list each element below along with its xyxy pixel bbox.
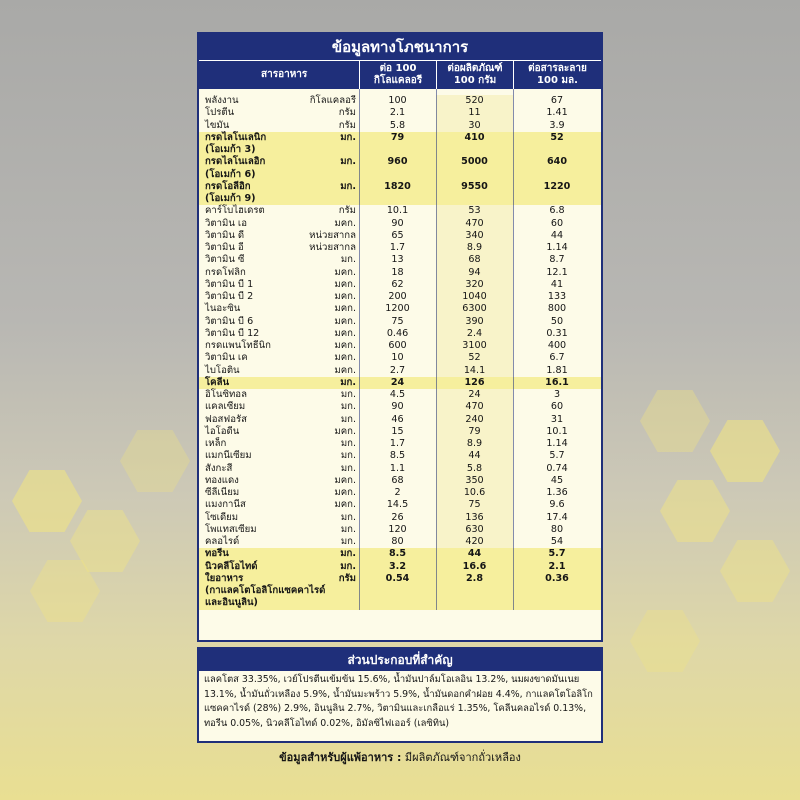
value-per-100g: 126 <box>464 376 485 388</box>
nutrient-unit: มคก. <box>334 327 356 339</box>
nutrient-cell <box>199 242 359 254</box>
value-per-100kcal: 1.1 <box>359 463 436 475</box>
table-row <box>199 254 601 266</box>
nutrient-cell <box>199 377 359 389</box>
table-row <box>199 120 601 132</box>
value-per-100ml: 10.1 <box>513 426 601 438</box>
nutrient-name: ทองแดง <box>205 474 239 486</box>
nutrient-cell <box>199 561 359 573</box>
value-per-100g: 94 <box>436 267 513 279</box>
nutrient-unit: กรัม <box>338 572 356 584</box>
nutrient-cell <box>199 205 359 217</box>
value-per-100g: 68 <box>436 254 513 266</box>
value-per-100ml: 50 <box>513 316 601 328</box>
nutrient-cell <box>199 450 359 462</box>
nutrient-cell <box>199 181 359 206</box>
hexagon-decoration <box>660 480 730 542</box>
table-row <box>199 536 601 548</box>
header-per-100ml: ต่อสารละลาย 100 มล. <box>513 61 601 89</box>
nutrient-name: วิตามิน เค <box>205 352 248 364</box>
nutrient-name: แคลเซียม <box>205 401 246 413</box>
nutrient-name: กรดไลโนเลอิก (โอเมก้า 6) <box>205 156 266 180</box>
nutrition-title: ข้อมูลทางโภชนาการ <box>199 34 601 60</box>
nutrient-cell <box>199 573 359 610</box>
nutrient-name: โซเดียม <box>205 511 239 523</box>
nutrient-unit: มก. <box>340 438 356 449</box>
nutrient-unit: มก. <box>340 180 356 192</box>
nutrient-cell <box>199 365 359 377</box>
value-per-100g: 390 <box>436 316 513 328</box>
nutrient-name: วิตามิน อี <box>205 242 244 253</box>
value-per-100ml: 60 <box>513 218 601 230</box>
nutrient-cell <box>199 463 359 475</box>
value-per-100kcal: 75 <box>359 316 436 328</box>
value-per-100g: 630 <box>436 524 513 536</box>
nutrient-name: นิวคลีโอไทด์ <box>205 560 258 572</box>
nutrient-name: วิตามิน ซี <box>205 254 245 266</box>
nutrient-name: แมกนีเซียม <box>205 450 252 462</box>
table-row <box>199 279 601 291</box>
nutrient-unit: มคก. <box>334 425 356 437</box>
value-per-100g: 14.1 <box>436 365 513 377</box>
value-per-100kcal: 24 <box>390 376 405 388</box>
nutrient-unit: มคก. <box>334 217 356 229</box>
table-body <box>199 89 601 610</box>
nutrient-cell <box>199 340 359 352</box>
value-per-100ml: 44 <box>513 230 601 242</box>
table-row <box>199 401 601 413</box>
value-per-100kcal: 120 <box>359 524 436 536</box>
nutrient-name: ไนอะซิน <box>205 303 241 315</box>
value-per-100ml: 31 <box>513 414 601 426</box>
nutrient-cell <box>199 389 359 401</box>
hexagon-decoration <box>710 420 780 482</box>
value-per-100kcal: 100 <box>359 95 436 107</box>
nutrient-cell <box>199 120 359 132</box>
nutrient-unit: มก. <box>340 523 356 535</box>
nutrient-name: วิตามิน ดี <box>205 229 245 241</box>
nutrient-unit: หน่วยสากล <box>309 229 356 241</box>
value-per-100kcal: 3.2 <box>389 560 406 572</box>
value-per-100kcal: 4.5 <box>359 389 436 401</box>
value-per-100kcal: 8.5 <box>359 450 436 462</box>
table-row <box>199 291 601 303</box>
nutrient-name: ไอโอดีน <box>205 425 240 437</box>
value-per-100g: 11 <box>436 107 513 119</box>
value-per-100kcal: 79 <box>390 131 405 143</box>
value-per-100g: 75 <box>436 499 513 511</box>
value-per-100g: 8.9 <box>436 242 513 254</box>
nutrient-cell <box>199 328 359 340</box>
table-row <box>199 450 601 462</box>
table-row <box>199 561 601 573</box>
header-per-100g: ต่อผลิตภัณฑ์ 100 กรัม <box>436 61 513 89</box>
nutrient-name: วิตามิน เอ <box>205 217 247 229</box>
nutrient-cell <box>199 107 359 119</box>
value-per-100g: 44 <box>467 548 482 560</box>
nutrient-cell <box>199 548 359 560</box>
table-row <box>199 328 601 340</box>
nutrient-name: วิตามิน บี 1 <box>205 278 254 290</box>
value-per-100g: 420 <box>436 536 513 548</box>
value-per-100kcal: 2.7 <box>359 365 436 377</box>
value-per-100g: 410 <box>464 131 485 143</box>
table-row <box>199 573 601 610</box>
value-per-100ml: 16.1 <box>545 376 569 388</box>
value-per-100ml: 1.14 <box>513 242 601 254</box>
nutrient-unit: กิโลแคลอรี <box>309 95 356 106</box>
table-row <box>199 132 601 157</box>
table-row <box>199 414 601 426</box>
nutrient-name: กรดไลโนเลนิก (โอเมก้า 3) <box>205 131 267 155</box>
nutrient-name: โปรตีน <box>205 107 235 119</box>
column-divider <box>436 89 437 610</box>
value-per-100g: 350 <box>436 475 513 487</box>
table-row <box>199 377 601 389</box>
value-per-100ml: 640 <box>546 156 568 168</box>
nutrient-cell <box>199 156 359 181</box>
nutrient-unit: มก. <box>340 401 356 413</box>
nutrient-name: วิตามิน บี 12 <box>205 327 260 339</box>
nutrient-name: กรดโอลีอิก (โอเมก้า 9) <box>205 180 256 204</box>
nutrient-cell <box>199 499 359 511</box>
value-per-100g: 6300 <box>436 303 513 315</box>
table-row <box>199 316 601 328</box>
table-row <box>199 230 601 242</box>
nutrient-unit: มก. <box>340 548 356 560</box>
nutrient-cell <box>199 218 359 230</box>
nutrient-unit: มคก. <box>334 291 356 302</box>
value-per-100kcal: 65 <box>359 230 436 242</box>
nutrient-cell <box>199 426 359 438</box>
nutrient-name: คาร์โบไฮเดรต <box>205 205 265 217</box>
value-per-100ml: 6.8 <box>513 205 601 217</box>
column-divider <box>359 89 360 610</box>
value-per-100kcal: 200 <box>359 291 436 303</box>
hexagon-decoration <box>630 610 700 672</box>
table-row <box>199 499 601 511</box>
nutrient-name: กรดโฟลิก <box>205 266 246 278</box>
nutrient-name: ไบโอติน <box>205 364 240 376</box>
nutrient-name: พลังงาน <box>205 95 239 106</box>
value-per-100g: 5.8 <box>436 463 513 475</box>
nutrient-unit: มก. <box>340 389 356 400</box>
table-row <box>199 487 601 499</box>
value-per-100g: 2.8 <box>466 572 483 584</box>
value-per-100kcal: 2 <box>359 487 436 499</box>
nutrient-unit: หน่วยสากล <box>309 242 356 253</box>
ingredients-title: ส่วนประกอบที่สำคัญ <box>199 649 601 671</box>
nutrient-name: ฟอสฟอรัส <box>205 413 247 425</box>
value-per-100g: 16.6 <box>462 560 487 572</box>
header-nutrient: สารอาหาร <box>261 69 308 80</box>
value-per-100ml: 1.14 <box>513 438 601 450</box>
value-per-100kcal: 1.7 <box>359 242 436 254</box>
value-per-100ml: 2.1 <box>548 560 566 572</box>
nutrient-cell <box>199 438 359 450</box>
table-row <box>199 438 601 450</box>
value-per-100g: 1040 <box>436 291 513 303</box>
nutrient-unit: กรัม <box>338 107 356 119</box>
nutrient-cell <box>199 95 359 107</box>
nutrient-name: คลอไรด์ <box>205 536 240 547</box>
value-per-100kcal: 0.46 <box>359 328 436 340</box>
table-row <box>199 95 601 107</box>
value-per-100g: 30 <box>436 120 513 132</box>
nutrient-unit: มก. <box>340 254 356 266</box>
nutrient-name: สังกะสี <box>205 462 233 474</box>
nutrient-name: ใยอาหาร (กาแลคโตโอลิโกแซคคาไรด์ และอินนูลิน) <box>205 572 326 609</box>
nutrient-unit: มก. <box>340 156 356 168</box>
value-per-100kcal: 68 <box>359 475 436 487</box>
nutrient-cell <box>199 524 359 536</box>
value-per-100kcal: 8.5 <box>389 548 406 560</box>
value-per-100ml: 52 <box>550 131 564 143</box>
nutrient-cell <box>199 536 359 548</box>
nutrient-unit: มก. <box>340 511 356 523</box>
value-per-100kcal: 600 <box>359 340 436 352</box>
table-row <box>199 107 601 119</box>
value-per-100ml: 0.74 <box>513 463 601 475</box>
value-per-100ml: 133 <box>513 291 601 303</box>
value-per-100g: 53 <box>436 205 513 217</box>
nutrient-unit: กรัม <box>338 205 356 217</box>
value-per-100ml: 400 <box>513 340 601 352</box>
value-per-100ml: 17.4 <box>513 512 601 524</box>
nutrient-name: อิโนซิทอล <box>205 389 247 400</box>
table-row <box>199 267 601 279</box>
nutrient-cell <box>199 303 359 315</box>
nutrient-cell <box>199 414 359 426</box>
nutrient-name: วิตามิน บี 6 <box>205 315 254 327</box>
value-per-100ml: 80 <box>513 524 601 536</box>
value-per-100g: 52 <box>436 352 513 364</box>
nutrient-unit: กรัม <box>338 119 356 131</box>
value-per-100ml: 3 <box>513 389 601 401</box>
nutrient-unit: มคก. <box>334 474 356 486</box>
nutrient-name: กรดแพนโทธีนิก <box>205 340 271 351</box>
value-per-100kcal: 13 <box>359 254 436 266</box>
value-per-100g: 3100 <box>436 340 513 352</box>
hexagon-decoration <box>120 430 190 492</box>
nutrient-name: แมงกานีส <box>205 499 246 511</box>
value-per-100g: 24 <box>436 389 513 401</box>
value-per-100ml: 41 <box>513 279 601 291</box>
allergy-label: ข้อมูลสำหรับผู้แพ้อาหาร : <box>279 751 402 764</box>
value-per-100g: 320 <box>436 279 513 291</box>
value-per-100g: 470 <box>436 401 513 413</box>
table-row <box>199 389 601 401</box>
table-row <box>199 365 601 377</box>
value-per-100ml: 0.36 <box>545 572 569 584</box>
nutrition-panel <box>197 32 603 642</box>
nutrient-cell <box>199 254 359 266</box>
nutrient-cell <box>199 267 359 279</box>
table-row <box>199 242 601 254</box>
value-per-100ml: 3.9 <box>513 120 601 132</box>
nutrient-cell <box>199 512 359 524</box>
nutrient-unit: มคก. <box>334 266 356 278</box>
hexagon-decoration <box>640 390 710 452</box>
value-per-100kcal: 10.1 <box>359 205 436 217</box>
value-per-100ml: 5.7 <box>513 450 601 462</box>
nutrient-unit: มคก. <box>334 499 356 511</box>
table-row <box>199 548 601 560</box>
nutrient-cell <box>199 316 359 328</box>
value-per-100ml: 1.36 <box>513 487 601 499</box>
nutrient-unit: มคก. <box>334 303 356 315</box>
value-per-100kcal: 14.5 <box>359 499 436 511</box>
ingredients-text: แลคโตส 33.35%, เวย์โปรตีนเข้มข้น 15.6%, น้ำมันปาล์มโอเลอิน 13.2%, นมผงขาดมันเนย 13.1%, น้ำมันถั่วเหลือง 5.9%, น้ำมันมะพร้าว 5.9%, น้ำมันดอกคำฝอย 4.4%, กาแลคโตโอลิโกแซคคาไรด์ (28%) 2.9%, อินนูลิน 2.7%, วิตามินและเกลือแร่ 1.35%, โคลีนคลอไรด์ 0.13%, ทอรีน 0.05%, นิวคลีโอไทด์ 0.02%, อิมัลซิไฟเออร์ (เลซิทิน) <box>204 674 593 729</box>
nutrient-name: ซีลีเนียม <box>205 487 240 498</box>
value-per-100g: 8.9 <box>436 438 513 450</box>
value-per-100ml: 6.7 <box>513 352 601 364</box>
nutrient-cell <box>199 352 359 364</box>
value-per-100ml: 1.81 <box>513 365 601 377</box>
value-per-100kcal: 1820 <box>384 180 411 192</box>
value-per-100g: 2.4 <box>436 328 513 340</box>
value-per-100kcal: 10 <box>359 352 436 364</box>
value-per-100ml: 45 <box>513 475 601 487</box>
nutrient-cell <box>199 487 359 499</box>
nutrient-unit: มก. <box>340 413 356 425</box>
table-row <box>199 181 601 206</box>
value-per-100ml: 60 <box>513 401 601 413</box>
nutrient-cell <box>199 291 359 303</box>
value-per-100g: 520 <box>436 95 513 107</box>
value-per-100kcal: 46 <box>359 414 436 426</box>
nutrient-unit: มคก. <box>334 352 356 364</box>
value-per-100g: 79 <box>436 426 513 438</box>
nutrient-unit: มคก. <box>334 487 356 498</box>
nutrient-unit: มคก. <box>334 315 356 327</box>
nutrient-name: วิตามิน บี 2 <box>205 291 254 302</box>
value-per-100g: 9550 <box>461 180 488 192</box>
value-per-100g: 5000 <box>461 156 488 168</box>
value-per-100kcal: 0.54 <box>385 572 410 584</box>
ingredients-panel <box>197 647 603 743</box>
table-header <box>199 60 601 89</box>
value-per-100g: 340 <box>436 230 513 242</box>
table-row <box>199 156 601 181</box>
value-per-100kcal: 2.1 <box>359 107 436 119</box>
nutrient-name: เหล็ก <box>205 438 227 449</box>
allergy-value: มีผลิตภัณฑ์จากถั่วเหลือง <box>404 751 521 764</box>
nutrient-name: โคลีน <box>205 376 230 388</box>
hexagon-decoration <box>12 470 82 532</box>
table-row <box>199 340 601 352</box>
table-row <box>199 475 601 487</box>
table-row <box>199 205 601 217</box>
nutrient-unit: มก. <box>340 462 356 474</box>
value-per-100g: 44 <box>436 450 513 462</box>
value-per-100g: 136 <box>436 512 513 524</box>
nutrient-unit: มคก. <box>334 278 356 290</box>
value-per-100ml: 12.1 <box>513 267 601 279</box>
nutrient-unit: มก. <box>340 131 356 143</box>
value-per-100kcal: 1.7 <box>359 438 436 450</box>
value-per-100g: 10.6 <box>436 487 513 499</box>
nutrient-cell <box>199 132 359 157</box>
hexagon-decoration <box>720 540 790 602</box>
allergy-info <box>197 748 603 766</box>
nutrient-name: โพแทสเซียม <box>205 523 257 535</box>
value-per-100kcal: 15 <box>359 426 436 438</box>
table-row <box>199 303 601 315</box>
value-per-100ml: 8.7 <box>513 254 601 266</box>
nutrient-unit: มคก. <box>334 364 356 376</box>
nutrient-cell <box>199 401 359 413</box>
value-per-100kcal: 80 <box>359 536 436 548</box>
table-row <box>199 512 601 524</box>
value-per-100ml: 1220 <box>543 180 571 192</box>
value-per-100kcal: 5.8 <box>359 120 436 132</box>
value-per-100ml: 9.6 <box>513 499 601 511</box>
table-row <box>199 352 601 364</box>
nutrient-unit: มก. <box>340 536 356 547</box>
value-per-100kcal: 960 <box>387 156 408 168</box>
value-per-100ml: 0.31 <box>513 328 601 340</box>
table-row <box>199 218 601 230</box>
value-per-100g: 470 <box>436 218 513 230</box>
header-per-100kcal: ต่อ 100 กิโลแคลอรี <box>359 61 436 89</box>
nutrient-cell <box>199 475 359 487</box>
value-per-100kcal: 18 <box>359 267 436 279</box>
value-per-100ml: 5.7 <box>548 548 566 560</box>
value-per-100kcal: 1200 <box>359 303 436 315</box>
value-per-100ml: 800 <box>513 303 601 315</box>
value-per-100ml: 54 <box>513 536 601 548</box>
table-row <box>199 524 601 536</box>
table-row <box>199 426 601 438</box>
nutrient-cell <box>199 230 359 242</box>
value-per-100kcal: 90 <box>359 401 436 413</box>
column-divider <box>513 89 514 610</box>
value-per-100kcal: 62 <box>359 279 436 291</box>
nutrient-unit: มก. <box>340 450 356 462</box>
nutrient-cell <box>199 279 359 291</box>
value-per-100kcal: 26 <box>359 512 436 524</box>
nutrient-name: ไขมัน <box>205 119 230 131</box>
value-per-100kcal: 90 <box>359 218 436 230</box>
value-per-100g: 240 <box>436 414 513 426</box>
nutrient-name: ทอรีน <box>205 548 229 560</box>
nutrient-unit: มก. <box>340 560 356 572</box>
nutrient-unit: มคก. <box>334 340 356 351</box>
nutrient-unit: มก. <box>340 376 356 388</box>
value-per-100ml: 1.41 <box>513 107 601 119</box>
table-row <box>199 463 601 475</box>
value-per-100ml: 67 <box>513 95 601 107</box>
